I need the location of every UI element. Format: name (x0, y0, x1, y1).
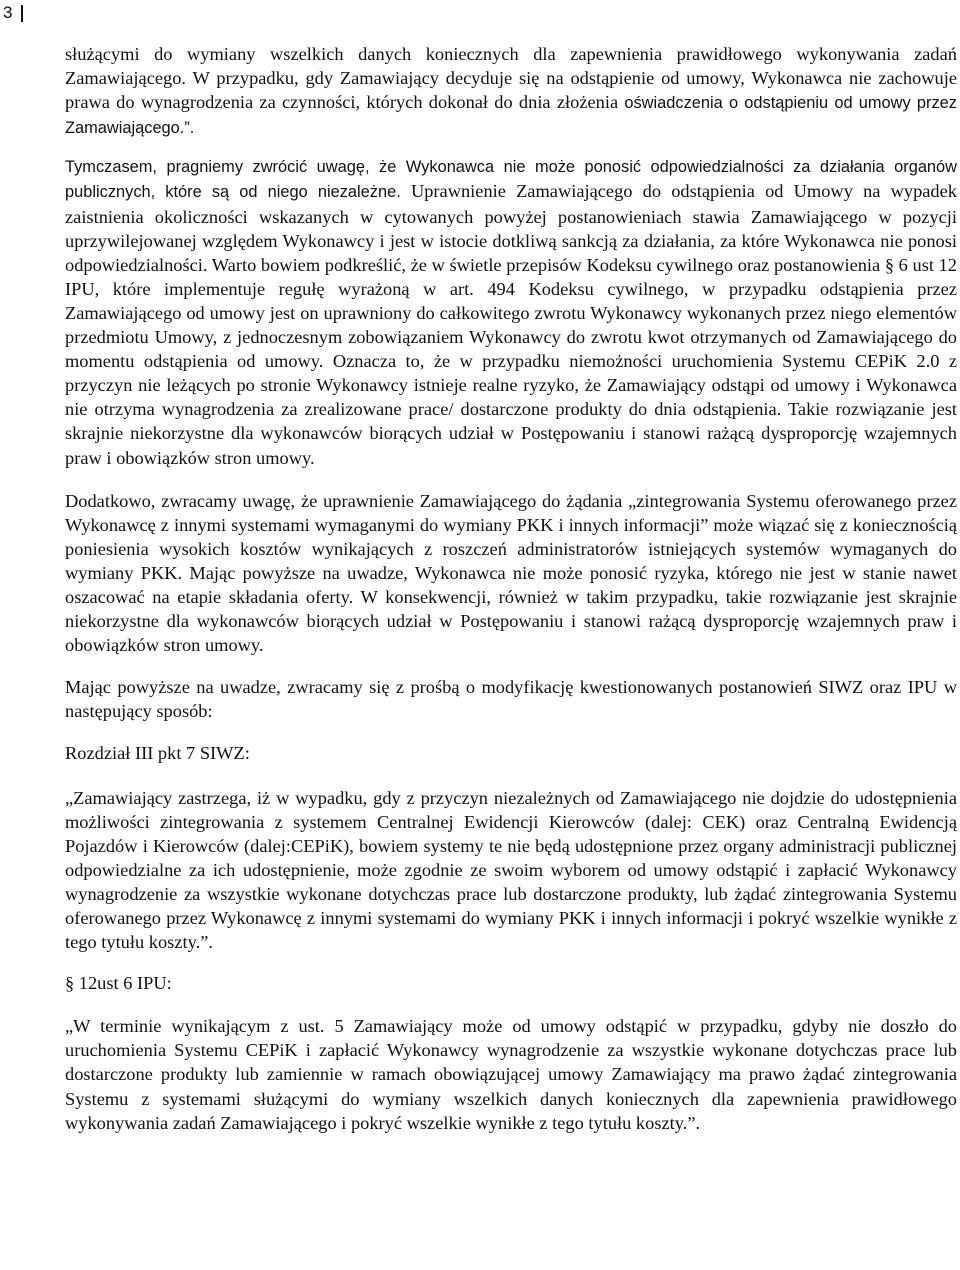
header-rule (21, 5, 23, 22)
paragraph-integration-costs: Dodatkowo, zwracamy uwagę, że uprawnienie Zamawiającego do żądania „zintegrowania Systemu oferowanego przez Wykonawcę z innymi systemami wymaganymi do wymiany PKK i innych informacji” może wiązać się z koniecznością poniesienia wysokich kosztów wynikających z roszczeń administratorów istniejących systemów wymaganych do wymiany PKK. Mając powyższe na uwadze, Wykonawca nie może ponosić ryzyka, którego nie jest w stanie nawet oszacować na etapie składania oferty. W konsekwencji, również w takim przypadku, takie rozwiązanie jest skrajnie niekorzystne dla wykonawców biorących udział w Postępowaniu i stanowi rażącą dysproporcję wzajemnych praw i obowiązków stron umowy. (65, 490, 957, 656)
paragraph-withdrawal-remuneration (65, 42, 957, 140)
paragraph-public-authorities (65, 154, 957, 469)
page-header (3, 3, 23, 23)
heading-ipu-section: § 12ust 6 IPU: (65, 973, 172, 994)
page-number: 3 (3, 3, 13, 22)
paragraph-modification-request: Mając powyższe na uwadze, zwracamy się z prośbą o modyfikację kwestionowanych postanowień SIWZ oraz IPU w następujący sposób: (65, 677, 957, 722)
paragraph-public-authorities-text: Uprawnienie Zamawiającego do odstąpienia od Umowy na wypadek zaistnienia okoliczności wskazanych w cytowanych powyżej postanowieniach stawia Zamawiającego w pozycji uprzywilejowanej względem Wykonawcy i jest w istocie dotkliwą sankcją za działania, za które Wykonawca nie ponosi odpowiedzialności. Warto bowiem podkreślić, że w świetle przepisów Kodeksu cywilnego oraz postanowienia § 6 ust 12 IPU, które implementuje regułę wyrażoną w art. 494 Kodeksu cywilnego, w przypadku odstąpienia przez Zamawiającego od umowy jest on uprawniony do całkowitego zwrotu Wykonawcy wykonanych przez niego elementów przedmiotu Umowy, z jednoczesnym zobowiązaniem Wykonawcy do zwrotu kwot otrzymanych od Zamawiającego do momentu odstąpienia od umowy. Oznacza to, że w przypadku niemożności uruchomienia Systemu CEPiK 2.0 z przyczyn nie leżących po stronie Wykonawcy istnieje realne ryzyko, że Zamawiający odstąpi od umowy i Wykonawca nie otrzyma wynagrodzenia za zrealizowane prace/ dostarczone produkty do dnia odstąpienia. Takie rozwiązanie jest skrajnie niekorzystne dla wykonawców biorących udział w Postępowaniu i stanowi rażącą dysproporcję wzajemnych praw i obowiązków stron umowy. (65, 181, 957, 468)
document-body (65, 42, 957, 1135)
paragraph-withdrawal-quote-end: oświadczenia o odstąpieniu od umowy przez Zamawiającego.”. (65, 94, 957, 138)
paragraph-withdrawal-text: służącymi do wymiany wszelkich danych koniecznych dla zapewnienia prawidłowego wykonywania zadań Zamawiającego. W przypadku, gdy Zamawiający decyduje się na odstąpienie od umowy, Wykonawca nie zachowuje prawa do wynagrodzenia za czynności, których dokonał do dnia złożenia (65, 44, 957, 113)
paragraph-public-authorities-lead: Tymczasem, pragniemy zwrócić uwagę, że Wykonawca nie może ponosić odpowiedzialności za działania organów publicznych, które są od niego niezależne. (65, 158, 957, 202)
quote-siwz-proposal: „Zamawiający zastrzega, iż w wypadku, gdy z przyczyn niezależnych od Zamawiającego nie dojdzie do udostępnienia możliwości zintegrowania z systemem Centralnej Ewidencji Kierowców (dalej: CEK) oraz Centralną Ewidencją Pojazdów i Kierowców (dalej:CEPiK), bowiem systemy te nie będą udostępnione przez organy administracji publicznej odpowiedzialne za ich udostępnienie, może zgodnie ze swoim wyborem od umowy odstąpić i zapłacić Wykonawcy wynagrodzenie za wszystkie wykonane dotychczas prace lub dostarczone produkty, lub żądać zintegrowania Systemu oferowanego przez Wykonawcę z innymi systemami do wymiany PKK i innych informacji i pokryć wszelkie wynikłe z tego tytułu koszty.”. (65, 787, 957, 953)
quote-ipu-proposal: „W terminie wynikającym z ust. 5 Zamawiający może od umowy odstąpić w przypadku, gdyby nie doszło do uruchomienia Systemu CEPiK i zapłacić Wykonawcy wynagrodzenie za wszystkie wykonane dotychczas prace lub dostarczone produkty lub zamiennie w ramach obowiązującej umowy Zamawiający ma prawo żądać zintegrowania Systemu z systemami służącymi do wymiany wszelkich danych koniecznych dla zapewnienia prawidłowego wykonywania zadań Zamawiającego i pokryć wszelkie wynikłe z tego tytułu koszty.”. (65, 1016, 957, 1133)
heading-siwz-section: Rozdział III pkt 7 SIWZ: (65, 743, 250, 764)
